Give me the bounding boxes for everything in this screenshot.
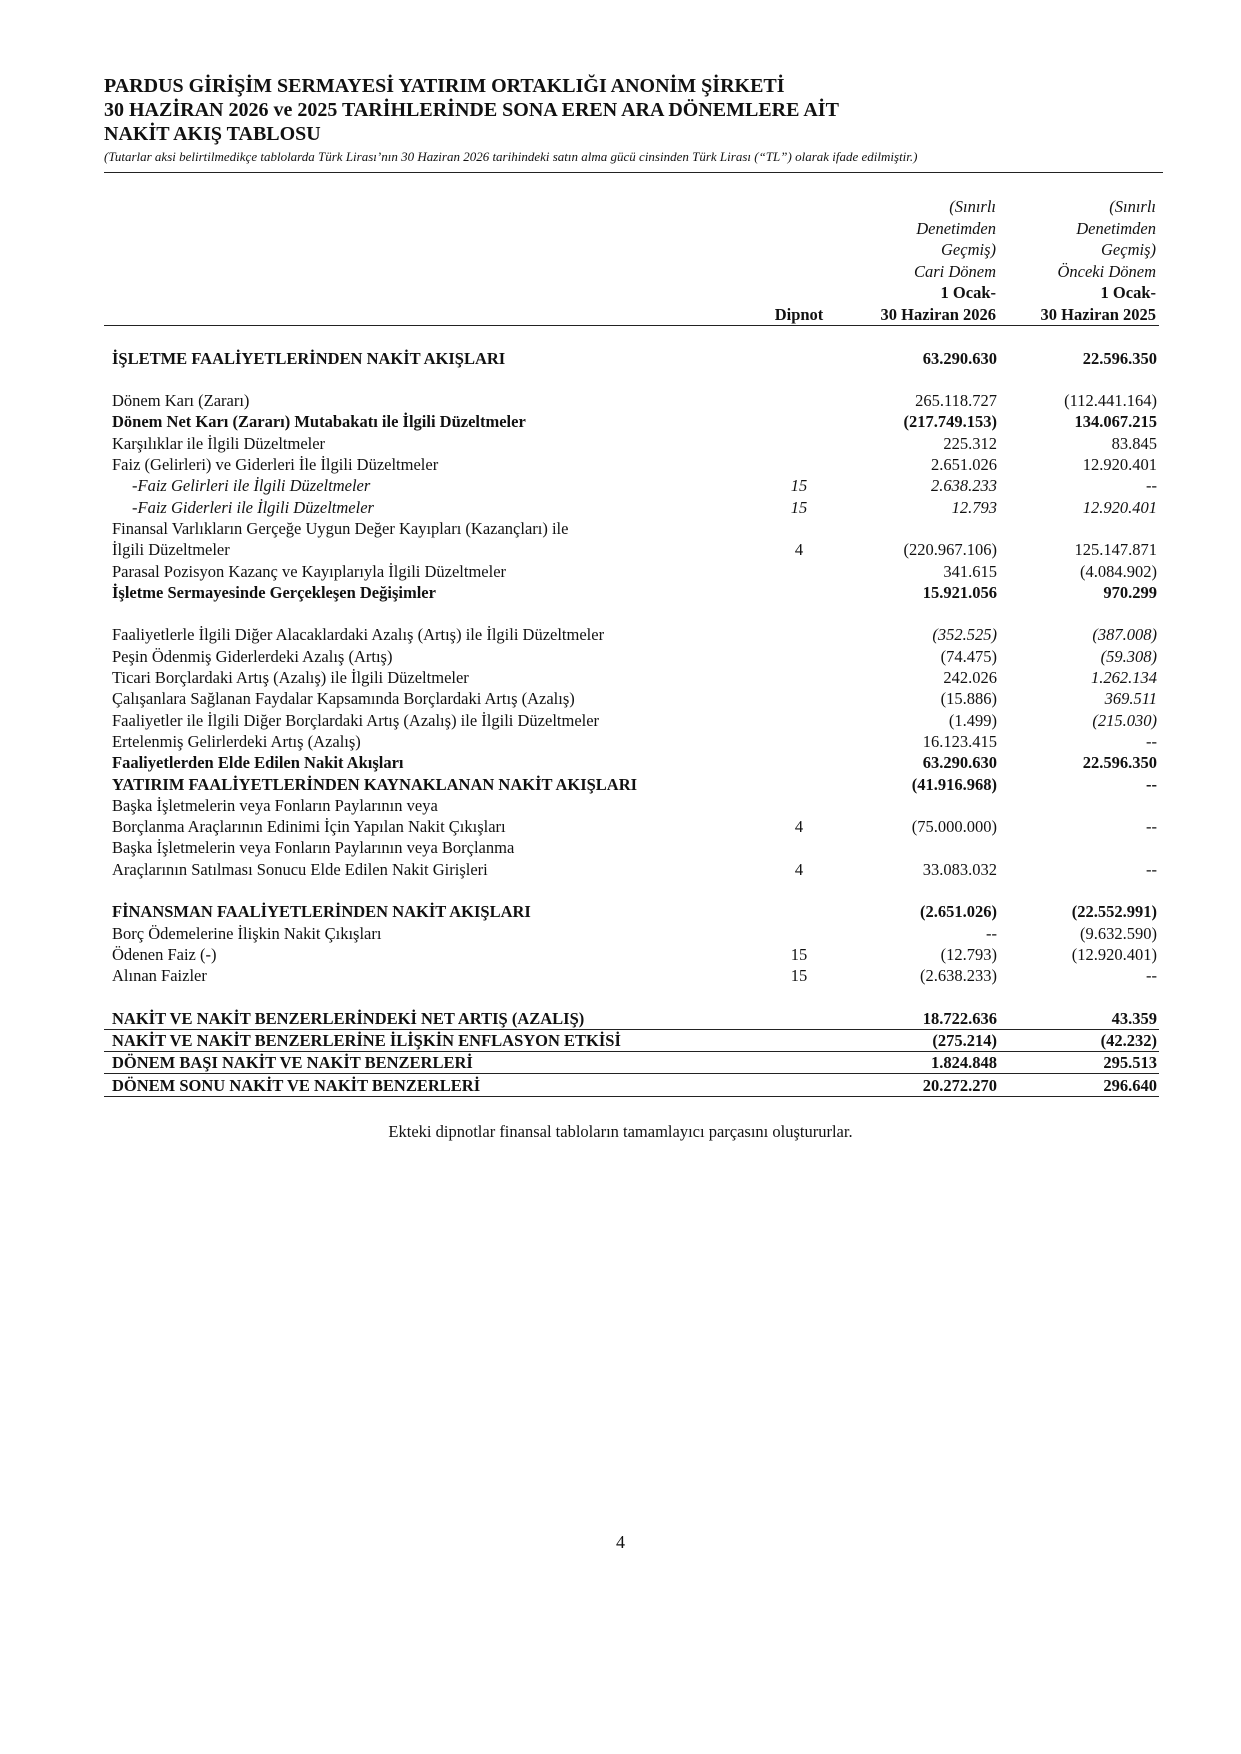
table-row: Parasal Pozisyon Kazanç ve Kayıplarıyla İlgili Düzeltmeler 341.615 (4.084.902) — [112, 561, 1157, 581]
current-header-l6: 30 Haziran 2026 — [844, 304, 999, 326]
table-row: Finansal Varlıkların Gerçeğe Uygun Değer Kayıpları (Kazançları) ile — [112, 518, 569, 538]
page-number: 4 — [616, 1532, 625, 1552]
statement-period: 30 HAZİRAN 2026 ve 2025 TARİHLERİNDE SONA EREN ARA DÖNEMLERE AİT — [104, 99, 839, 121]
table-row: Alınan Faizler 15 (2.638.233) -- — [112, 966, 1157, 986]
table-row: Çalışanlara Sağlanan Faydalar Kapsamında Borçlardaki Artış (Azalış) (15.886) 369.511 — [112, 689, 1157, 709]
table-row: Başka İşletmelerin veya Fonların Paylarının veya — [112, 795, 438, 815]
previous-header-l5: 1 Ocak- — [1100, 283, 1156, 302]
current-header-l4: Cari Dönem — [913, 261, 996, 281]
table-row: Ertelenmiş Gelirlerdeki Artış (Azalış) 16.123.415 -- — [112, 731, 1157, 751]
company-name: PARDUS GİRİŞİM SERMAYESİ YATIRIM ORTAKLIĞI ANONİM ŞİRKETİ — [104, 75, 785, 97]
table-row: FİNANSMAN FAALİYETLERİNDEN NAKİT AKIŞLARI (2.651.026) (22.552.991) — [112, 902, 1157, 922]
footnote: Ekteki dipnotlar finansal tabloların tamamlayıcı parçasını oluştururlar. — [388, 1122, 853, 1141]
table-row: İŞLETME FAALİYETLERİNDEN NAKİT AKIŞLARI 63.290.630 22.596.350 — [112, 348, 1157, 368]
table-row: Faaliyetlerden Elde Edilen Nakit Akışları 63.290.630 22.596.350 — [112, 753, 1157, 773]
current-header-l5: 1 Ocak- — [940, 283, 996, 302]
previous-header-l1: (Sınırlı — [1109, 197, 1156, 216]
table-row: Dönem Net Karı (Zararı) Mutabakatı ile İlgili Düzeltmeler (217.749.153) 134.067.215 — [112, 412, 1157, 432]
table-row: DÖNEM SONU NAKİT VE NAKİT BENZERLERİ 20.272.270 296.640 — [104, 1074, 1159, 1096]
note-column-header: Dipnot — [754, 304, 844, 326]
current-header-l3: Geçmiş) — [941, 240, 996, 259]
current-header-l1: (Sınırlı — [949, 197, 996, 216]
cash-flow-table — [104, 196, 1159, 1097]
table-row: Faaliyetler ile İlgili Diğer Borçlardaki Artış (Azalış) ile İlgili Düzeltmeler (1.499) (215.030) — [112, 710, 1157, 730]
column-header-row — [104, 261, 1159, 283]
table-row: DÖNEM BAŞI NAKİT VE NAKİT BENZERLERİ 1.824.848 295.513 — [104, 1052, 1159, 1074]
previous-header-l2: Denetimden — [1076, 218, 1156, 238]
table-row: Ticari Borçlardaki Artış (Azalış) ile İlgili Düzeltmeler 242.026 1.262.134 — [112, 668, 1157, 688]
table-row: Peşin Ödenmiş Giderlerdeki Azalış (Artış) (74.475) (59.308) — [112, 646, 1157, 666]
table-row: YATIRIM FAALİYETLERİNDEN KAYNAKLANAN NAKİT AKIŞLARI (41.916.968) -- — [112, 774, 1157, 794]
statement-header — [104, 74, 1146, 166]
previous-header-l6: 30 Haziran 2025 — [999, 304, 1159, 326]
table-row: Araçlarının Satılması Sonucu Elde Edilen Nakit Girişleri 4 33.083.032 -- — [112, 859, 1157, 879]
column-header-row — [104, 239, 1159, 261]
column-header-row — [104, 282, 1159, 304]
column-header-row — [104, 196, 1159, 218]
table-row: İşletme Sermayesinde Gerçekleşen Değişimler 15.921.056 970.299 — [112, 582, 1157, 602]
currency-note: (Tutarlar aksi belirtilmedikçe tablolarda Türk Lirası’nın 30 Haziran 2026 tarihindeki satın alma gücü cinsinden Türk Lirası (“TL”) olarak ifade edilmiştir.) — [104, 149, 918, 164]
table-row: Dönem Karı (Zararı) 265.118.727 (112.441.164) — [112, 391, 1157, 411]
table-row: Borçlanma Araçlarının Edinimi İçin Yapılan Nakit Çıkışları 4 (75.000.000) -- — [112, 817, 1157, 837]
previous-header-l3: Geçmiş) — [1101, 240, 1156, 259]
table-row: Karşılıklar ile İlgili Düzeltmeler 225.312 83.845 — [112, 433, 1157, 453]
table-row: Başka İşletmelerin veya Fonların Paylarının veya Borçlanma — [112, 838, 515, 858]
column-header-row — [104, 218, 1159, 240]
table-row: Faaliyetlerle İlgili Diğer Alacaklardaki Azalış (Artış) ile İlgili Düzeltmeler (352.525) (387.008) — [112, 625, 1157, 645]
table-row: İlgili Düzeltmeler 4 (220.967.106) 125.147.871 — [112, 540, 1157, 560]
column-header-row — [104, 304, 1159, 326]
table-row: -Faiz Gelirleri ile İlgili Düzeltmeler 15 2.638.233 -- — [132, 476, 1157, 496]
header-divider — [104, 172, 1163, 173]
table-row: NAKİT VE NAKİT BENZERLERİNDEKİ NET ARTIŞ (AZALIŞ) 18.722.636 43.359 — [112, 1008, 1157, 1028]
table-row: Borç Ödemelerine İlişkin Nakit Çıkışları -- (9.632.590) — [112, 923, 1157, 943]
table-row: Faiz (Gelirleri) ve Giderleri İle İlgili Düzeltmeler 2.651.026 12.920.401 — [112, 455, 1157, 475]
table-row: NAKİT VE NAKİT BENZERLERİNE İLİŞKİN ENFLASYON ETKİSİ (275.214) (42.232) — [104, 1029, 1159, 1051]
previous-header-l4: Önceki Dönem — [1057, 261, 1156, 281]
table-row: Ödenen Faiz (-) 15 (12.793) (12.920.401) — [112, 944, 1157, 964]
statement-title: NAKİT AKIŞ TABLOSU — [104, 123, 321, 145]
table-row: -Faiz Giderleri ile İlgili Düzeltmeler 15 12.793 12.920.401 — [132, 497, 1157, 517]
current-header-l2: Denetimden — [916, 218, 996, 238]
